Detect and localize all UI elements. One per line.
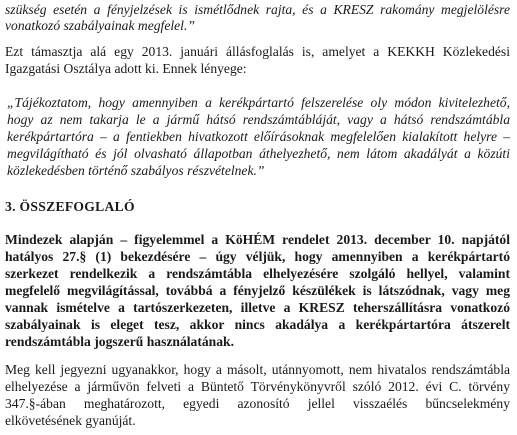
quote-line: kerékpártartóra – a fentiekben hivatkozott előírásoknak megfelelően kialakított helyre –	[7, 129, 510, 144]
summary-line: Mindezek alapján – figyelemmel a KöHÉM rendelet 2013. december 10. napjától	[5, 232, 510, 247]
intro-line: szükség esetén a fényjelzések is ismétlődnek rajta, és a KRESZ rakomány megjelölésre	[5, 2, 510, 17]
summary-line: szabályainak is eleget tesz, akkor nincs akadálya a kerékpártartóra átszerelt	[5, 317, 510, 332]
support-line: Ezt támasztja alá egy 2013. januári állásfoglalás is, amelyet a KEKKH Közlekedési	[5, 44, 510, 59]
summary-line: hatályos 27.§ (1) bekezdésére – úgy véljük, hogy amennyiben a kerékpártartó	[5, 249, 510, 264]
section-heading: 3. ÖSSZEFOGLALÓ	[5, 199, 135, 214]
quote-line: közlekedésben történő szabályos részvételnek.”	[7, 163, 265, 178]
summary-line: szerkezet rendelkezik a rendszámtábla elhelyezésére szolgáló hellyel, valamint	[5, 266, 510, 281]
intro-line: vonatkozó szabályainak megfelel.”	[5, 18, 195, 33]
summary-line: rendszámtábla jogszerű használatának.	[5, 334, 234, 349]
note-line: elkövetésének gyanúját.	[5, 413, 136, 428]
note-line: elhelyezése a járművön felveti a Büntető Törvénykönyvről szóló 2012. évi C. törvény	[5, 379, 510, 394]
quote-line: megvilágítható és jól olvasható állapotban áthelyezhető, nem látom akadályát a közúti	[7, 146, 510, 161]
quote-line: „Tájékoztatom, hogy amennyiben a kerékpártartó felszerelése oly módon kivitelezhető,	[7, 95, 510, 110]
note-line: Meg kell jegyezni ugyanakkor, hogy a másolt, utánnyomott, nem hivatalos rendszámtábla	[5, 362, 510, 377]
summary-line: vannak ismételve a tartószerkezeten, illetve a KRESZ teherszállításra vonatkozó	[5, 300, 510, 315]
support-line: Igazgatási Osztálya adott ki. Ennek lényege:	[5, 61, 247, 76]
quote-line: hogy az nem takarja le a jármű hátsó rendszámtábláját, vagy a hátsó rendszámtábla	[7, 112, 510, 127]
summary-line: megfelelő megvilágítással, továbbá a fényjelző készülékek is látszódnak, vagy meg	[5, 283, 510, 298]
note-line: 347.§-ában meghatározott, egyedi azonosító jellel visszaélés bűncselekmény	[5, 396, 510, 411]
